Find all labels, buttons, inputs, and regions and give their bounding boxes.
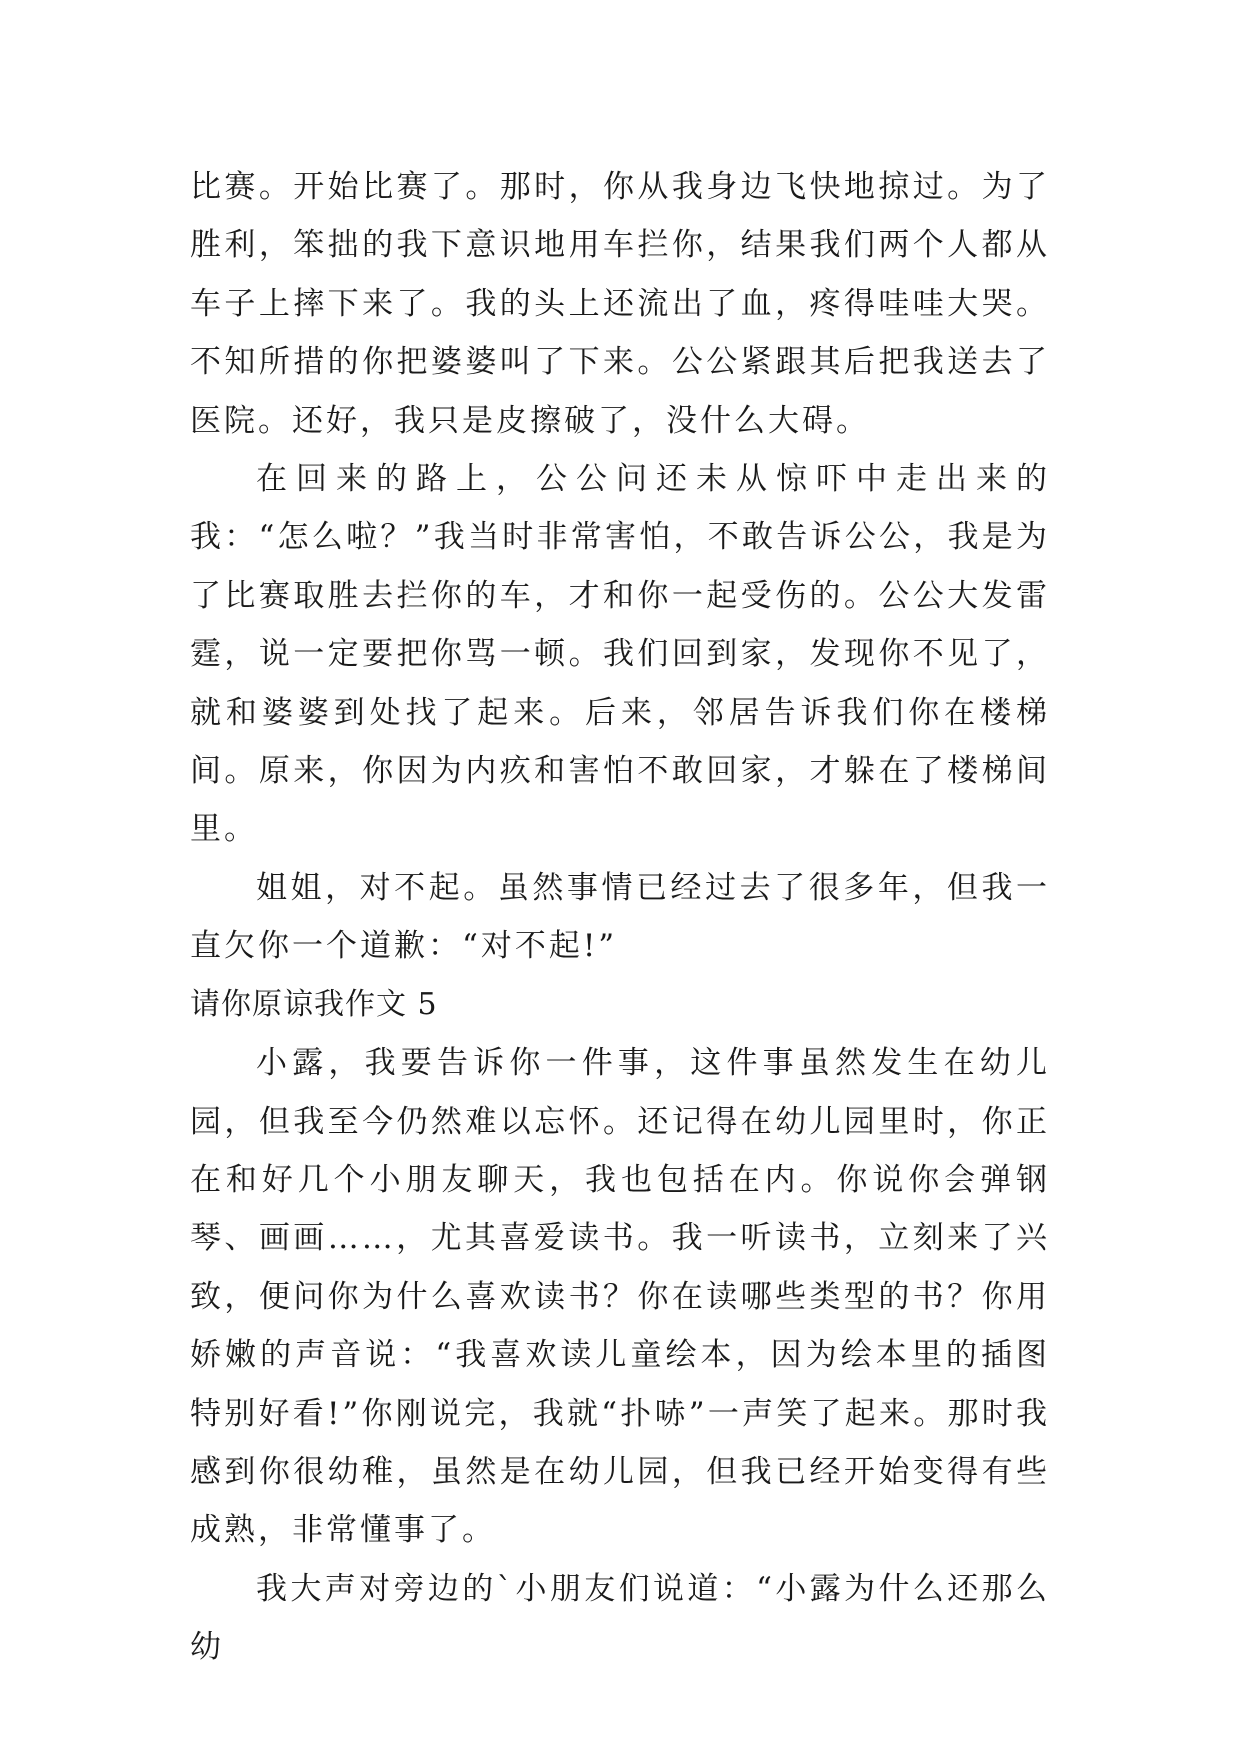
document-body (190, 158, 1050, 1677)
paragraph: 我大声对旁边的`小朋友们说道：“小露为什么还那么幼 (190, 1570, 1050, 1666)
paragraph: 在回来的路上，公公问还未从惊吓中走出来的我：“怎么啦？”我当时非常害怕，不敢告诉公公，我是为了比赛取胜去拦你的车，才和你一起受伤的。公公大发雷霆，说一定要把你骂一顿。我们回到家，发现你不见了，就和婆婆到处找了起来。后来，邻居告诉我们你在楼梯间。原来，你因为内疚和害怕不敢回家，才躲在了楼梯间里。 (190, 461, 1050, 848)
paragraph: 比赛。开始比赛了。那时，你从我身边飞快地掠过。为了胜利，笨拙的我下意识地用车拦你，结果我们两个人都从车子上摔下来了。我的头上还流出了血，疼得哇哇大哭。不知所措的你把婆婆叫了下来。公公紧跟其后把我送去了医院。还好，我只是皮擦破了，没什么大碍。 (190, 169, 1050, 439)
section-heading: 请你原谅我作文 5 (190, 986, 438, 1022)
paragraph: 姐姐，对不起。虽然事情已经过去了很多年，但我一直欠你一个道歉：“对不起!” (190, 869, 1050, 965)
paragraph: 小露，我要告诉你一件事，这件事虽然发生在幼儿园，但我至今仍然难以忘怀。还记得在幼儿园里时，你正在和好几个小朋友聊天，我也包括在内。你说你会弹钢琴、画画……，尤其喜爱读书。我一听读书，立刻来了兴致，便问你为什么喜欢读书？你在读哪些类型的书？你用娇嫩的声音说：“我喜欢读儿童绘本，因为绘本里的插图特别好看!”你刚说完，我就“扑哧”一声笑了起来。那时我感到你很幼稚，虽然是在幼儿园，但我已经开始变得有些成熟，非常懂事了。 (190, 1045, 1050, 1549)
